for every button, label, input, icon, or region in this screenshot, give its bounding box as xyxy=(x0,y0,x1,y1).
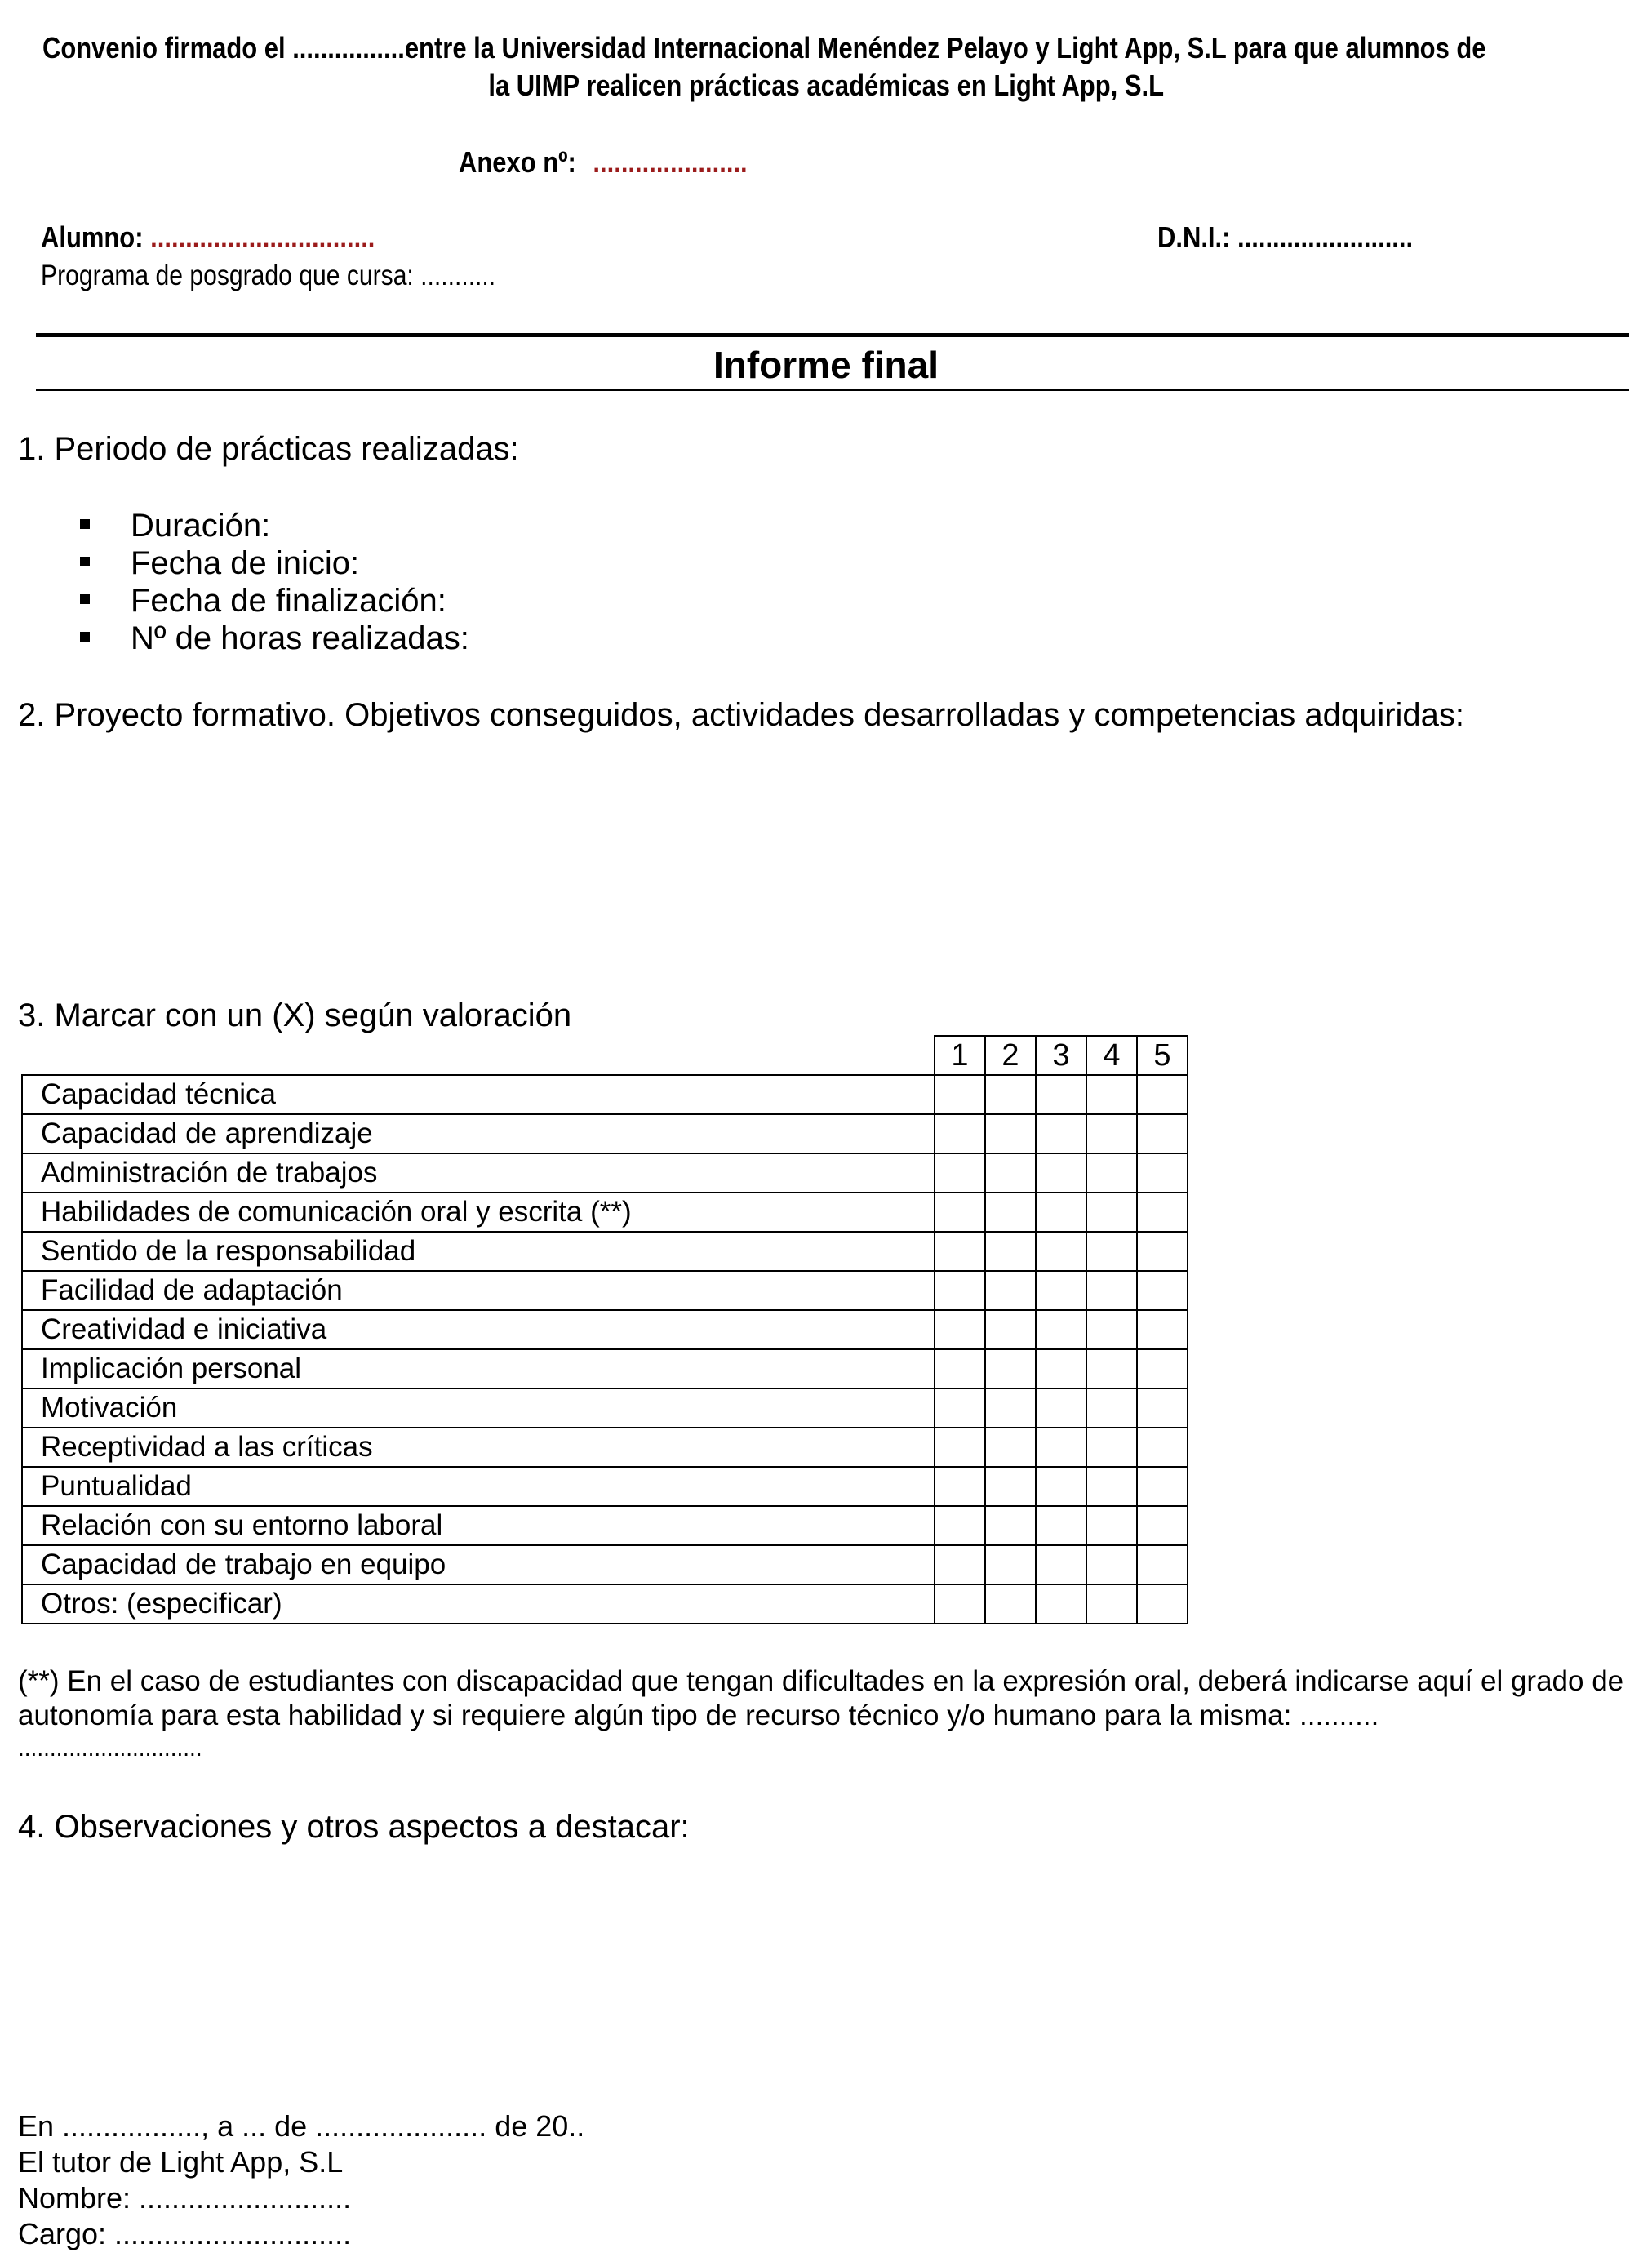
rating-cell[interactable] xyxy=(985,1153,1036,1193)
criterion-label: Capacidad técnica xyxy=(22,1075,935,1114)
annex-row xyxy=(459,145,748,180)
table-row xyxy=(22,1467,1188,1506)
rating-cell[interactable] xyxy=(1137,1075,1188,1114)
rating-cell[interactable] xyxy=(985,1075,1036,1114)
criterion-label: Administración de trabajos xyxy=(22,1153,935,1193)
table-row xyxy=(22,1114,1188,1153)
rating-cell[interactable] xyxy=(1137,1467,1188,1506)
dni-value: ......................... xyxy=(1237,220,1414,254)
rating-cell[interactable] xyxy=(1036,1506,1086,1545)
rating-cell[interactable] xyxy=(1137,1310,1188,1349)
table-row xyxy=(22,1310,1188,1349)
student-label: Alumno: xyxy=(41,220,144,254)
list-item-end-date: Fecha de finalización: xyxy=(80,583,446,620)
tutor-position-line: Cargo: ............................. xyxy=(18,2217,352,2250)
tutor-line: El tutor de Light App, S.L xyxy=(18,2145,344,2179)
scale-2: 2 xyxy=(985,1036,1036,1075)
criterion-label: Sentido de la responsabilidad xyxy=(22,1232,935,1271)
rating-cell[interactable] xyxy=(935,1428,985,1467)
rating-cell[interactable] xyxy=(1036,1153,1086,1193)
disability-note-line-1: (**) En el caso de estudiantes con discapacidad que tengan dificultades en la expresión oral, deberá indicarse aquí el grado de xyxy=(18,1665,1624,1697)
rating-cell[interactable] xyxy=(985,1388,1036,1428)
table-row xyxy=(22,1428,1188,1467)
table-row xyxy=(22,1153,1188,1193)
criterion-label: Motivación xyxy=(22,1388,935,1428)
section4-heading: 4. Observaciones y otros aspectos a destacar: xyxy=(18,1809,690,1845)
rating-cell[interactable] xyxy=(1086,1114,1137,1153)
bullet-icon xyxy=(80,594,90,604)
rating-cell[interactable] xyxy=(1036,1388,1086,1428)
rating-cell[interactable] xyxy=(935,1506,985,1545)
criterion-label: Facilidad de adaptación xyxy=(22,1271,935,1310)
scale-5: 5 xyxy=(1137,1036,1188,1075)
rating-cell[interactable] xyxy=(1086,1349,1137,1388)
rating-cell[interactable] xyxy=(1137,1271,1188,1310)
bullet-icon xyxy=(80,519,90,529)
section2-heading: 2. Proyecto formativo. Objetivos conseguidos, actividades desarrolladas y competencias adquiridas: xyxy=(18,697,1465,733)
disability-note-line-2: autonomía para esta habilidad y si requiere algún tipo de recurso técnico y/o humano para la misma: .......... xyxy=(18,1700,1379,1731)
rating-cell[interactable] xyxy=(1086,1271,1137,1310)
rating-cell[interactable] xyxy=(985,1114,1036,1153)
scale-4: 4 xyxy=(1086,1036,1137,1075)
student-row xyxy=(41,220,375,255)
annex-label: Anexo nº: xyxy=(459,145,576,179)
criterion-label: Receptividad a las críticas xyxy=(22,1428,935,1467)
rating-cell[interactable] xyxy=(1137,1153,1188,1193)
rating-cell[interactable] xyxy=(1086,1506,1137,1545)
rating-cell[interactable] xyxy=(1036,1467,1086,1506)
rating-cell[interactable] xyxy=(1137,1193,1188,1232)
rating-cell[interactable] xyxy=(985,1232,1036,1271)
rating-cell[interactable] xyxy=(1137,1349,1188,1388)
table-row xyxy=(22,1388,1188,1428)
rating-cell[interactable] xyxy=(935,1153,985,1193)
bullet-icon xyxy=(80,632,90,642)
dni-row xyxy=(1157,220,1413,255)
bullet-icon xyxy=(80,557,90,566)
disability-note-line-3: ............................. xyxy=(18,1735,202,1761)
table-row xyxy=(22,1193,1188,1232)
rating-cell[interactable] xyxy=(1137,1428,1188,1467)
rating-cell[interactable] xyxy=(1086,1075,1137,1114)
criterion-label: Relación con su entorno laboral xyxy=(22,1506,935,1545)
table-row xyxy=(22,1584,1188,1624)
rating-cell[interactable] xyxy=(1086,1232,1137,1271)
place-date-line: En ................., a ... de ..................... de 20.. xyxy=(18,2109,585,2143)
rating-cell[interactable] xyxy=(935,1232,985,1271)
table-row xyxy=(22,1232,1188,1271)
rating-cell[interactable] xyxy=(935,1388,985,1428)
rating-cell[interactable] xyxy=(985,1310,1036,1349)
rating-cell[interactable] xyxy=(935,1075,985,1114)
rating-cell[interactable] xyxy=(985,1545,1036,1584)
program-line: Programa de posgrado que cursa: ........... xyxy=(41,260,496,291)
rating-cell[interactable] xyxy=(985,1271,1036,1310)
rating-cell[interactable] xyxy=(1036,1545,1086,1584)
rating-table xyxy=(21,1035,1188,1624)
rating-cell[interactable] xyxy=(1086,1193,1137,1232)
criterion-label: Creatividad e iniciativa xyxy=(22,1310,935,1349)
rating-cell[interactable] xyxy=(1036,1271,1086,1310)
rating-cell[interactable] xyxy=(985,1193,1036,1232)
rating-cell[interactable] xyxy=(1036,1075,1086,1114)
section3-heading: 3. Marcar con un (X) según valoración xyxy=(18,997,572,1033)
rating-cell[interactable] xyxy=(1036,1114,1086,1153)
criterion-label: Implicación personal xyxy=(22,1349,935,1388)
rating-cell[interactable] xyxy=(985,1467,1036,1506)
criterion-label: Capacidad de aprendizaje xyxy=(22,1114,935,1153)
rating-cell[interactable] xyxy=(985,1349,1036,1388)
rating-cell[interactable] xyxy=(935,1271,985,1310)
criterion-label: Puntualidad xyxy=(22,1467,935,1506)
rating-cell[interactable] xyxy=(1036,1232,1086,1271)
list-item-hours: Nº de horas realizadas: xyxy=(80,620,469,657)
table-row xyxy=(22,1349,1188,1388)
rating-cell[interactable] xyxy=(935,1467,985,1506)
list-item-start-date: Fecha de inicio: xyxy=(80,545,359,582)
agreement-line-2: la UIMP realicen prácticas académicas en Light App, S.L xyxy=(488,69,1164,102)
rating-cell[interactable] xyxy=(1036,1349,1086,1388)
rating-cell[interactable] xyxy=(1036,1310,1086,1349)
rating-cell[interactable] xyxy=(1137,1506,1188,1545)
student-value: ................................ xyxy=(150,220,375,254)
annex-value: ...................... xyxy=(593,145,748,179)
rating-cell[interactable] xyxy=(985,1506,1036,1545)
rating-cell[interactable] xyxy=(935,1193,985,1232)
rating-cell[interactable] xyxy=(935,1310,985,1349)
rating-cell[interactable] xyxy=(1086,1388,1137,1428)
title-top-rule xyxy=(36,333,1629,337)
rating-cell[interactable] xyxy=(985,1584,1036,1624)
rating-cell[interactable] xyxy=(935,1349,985,1388)
criterion-label: Otros: (especificar) xyxy=(22,1584,935,1624)
tutor-name-line: Nombre: .......................... xyxy=(18,2181,352,2215)
rating-cell[interactable] xyxy=(1137,1114,1188,1153)
table-row xyxy=(22,1271,1188,1310)
rating-cell[interactable] xyxy=(1137,1584,1188,1624)
rating-cell[interactable] xyxy=(1086,1153,1137,1193)
rating-scale-header xyxy=(22,1036,1188,1075)
agreement-line-1: Convenio firmado el ................entre la Universidad Internacional Menéndez Pelayo y Light App, S.L para que alumnos de xyxy=(42,31,1486,64)
document-title: Informe final xyxy=(713,344,939,386)
rating-cell[interactable] xyxy=(1086,1428,1137,1467)
rating-cell[interactable] xyxy=(1036,1584,1086,1624)
criterion-label: Habilidades de comunicación oral y escrita (**) xyxy=(22,1193,935,1232)
table-row xyxy=(22,1075,1188,1114)
title-bottom-rule xyxy=(36,389,1629,391)
dni-label: D.N.I.: xyxy=(1157,220,1231,254)
rating-cell[interactable] xyxy=(935,1584,985,1624)
table-row xyxy=(22,1545,1188,1584)
rating-cell[interactable] xyxy=(1137,1388,1188,1428)
rating-cell[interactable] xyxy=(1036,1428,1086,1467)
rating-cell[interactable] xyxy=(1137,1232,1188,1271)
criterion-label: Capacidad de trabajo en equipo xyxy=(22,1545,935,1584)
rating-cell[interactable] xyxy=(1036,1193,1086,1232)
section1-heading: 1. Periodo de prácticas realizadas: xyxy=(18,431,519,467)
rating-cell[interactable] xyxy=(1086,1584,1137,1624)
rating-cell[interactable] xyxy=(935,1545,985,1584)
table-row xyxy=(22,1506,1188,1545)
scale-3: 3 xyxy=(1036,1036,1086,1075)
rating-cell[interactable] xyxy=(1086,1545,1137,1584)
rating-cell[interactable] xyxy=(1086,1467,1137,1506)
rating-cell[interactable] xyxy=(985,1428,1036,1467)
list-item-duration: Duración: xyxy=(80,508,270,544)
rating-cell[interactable] xyxy=(935,1114,985,1153)
rating-cell[interactable] xyxy=(1086,1310,1137,1349)
rating-cell[interactable] xyxy=(1137,1545,1188,1584)
scale-1: 1 xyxy=(935,1036,985,1075)
